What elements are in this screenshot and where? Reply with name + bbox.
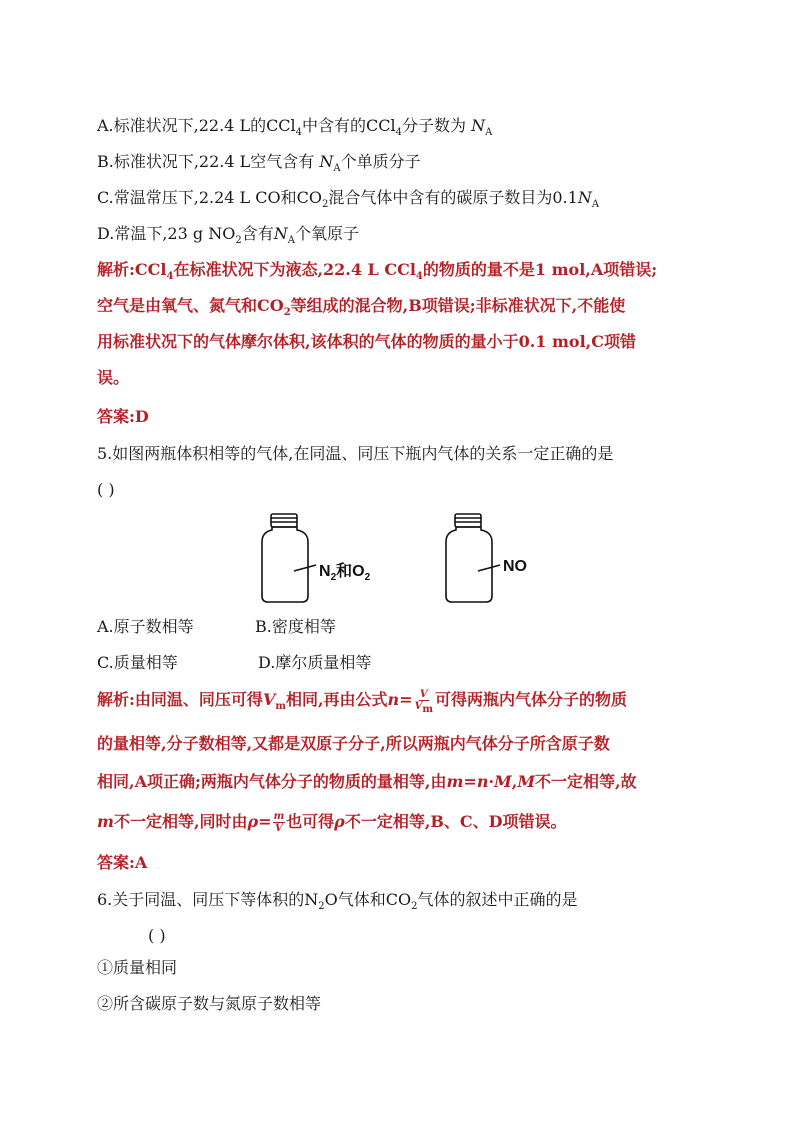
q5-option-c: C.质量相等: [97, 653, 178, 672]
q6-answer-blank: ( ): [148, 926, 166, 945]
left-bottle-label: $N_2$和$O_2$: [319, 563, 371, 584]
q4-analysis-line-1: 解析:CCl$_4$在标准状况下为液态,22.4 L CCl$_4$的物质的量不是1 mol,A项错误;: [97, 260, 658, 283]
answer-value: D: [134, 407, 149, 426]
q5-answer: [97, 851, 700, 875]
q5-stem: 5.如图两瓶体积相等的气体,在同温、同压下瓶内气体的关系一定正确的是: [97, 444, 614, 463]
q6-stem: 6.关于同温、同压下等体积的$N_2O$气体和$CO_2$气体的叙述中正确的是: [97, 890, 578, 913]
q4-analysis-line-3: 用标准状况下的气体摩尔体积,该体积的气体的物质的量小于0.1 mol,C项错: [97, 332, 636, 351]
q5-answer-blank: ( ): [97, 480, 115, 499]
q4-analysis-line-4: 误。: [97, 368, 130, 387]
q5-options-row-1: [97, 615, 700, 639]
q4-answer: [97, 405, 700, 429]
q4-option-c: C.常温常压下,2.24 L CO和$CO_2$混合气体中含有的碳原子数目为$0.1N_A$: [97, 188, 600, 211]
q6-item-2: ②所含碳原子数与氮原子数相等: [97, 994, 322, 1013]
formula-fraction: $\frac{m}{V}$: [273, 811, 285, 834]
q5-option-b: B.密度相等: [255, 617, 336, 636]
answer-label: 答案:: [97, 407, 135, 426]
q4-analysis-line-2: 空气是由氧气、氮气和$CO_2$等组成的混合物,B项错误;非标准状况下,不能使: [97, 296, 626, 319]
right-bottle: [446, 514, 500, 602]
answer-value: A: [134, 853, 148, 872]
q6-item-1: ①质量相同: [97, 958, 178, 977]
answer-label: 答案:: [97, 853, 135, 872]
left-bottle: [262, 514, 316, 602]
q4-option-a: A.标准状况下,22.4 L的CCl$_4$中含有的CCl$_4$分子数为 $N_A$: [97, 116, 493, 139]
bottles-figure: [250, 508, 550, 608]
q5-analysis-line-1: 解析:由同温、同压可得$V_m$相同,再由公式n= $\frac{V}{V_m}$ 可得两瓶内气体分子的物质: [97, 689, 627, 715]
q5-analysis-line-2: 的量相等,分子数相等,又都是双原子分子,所以两瓶内气体分子所含原子数: [97, 734, 610, 753]
q5-analysis-line-3: 相同,A项正确;两瓶内气体分子的物质的量相等,由m=n·M,M不一定相等,故: [97, 772, 637, 791]
q5-analysis-line-4: m不一定相等,同时由ρ= $\frac{m}{V}$ 也可得ρ不一定相等,B、C、D项错误。: [97, 811, 567, 834]
formula-fraction: $\frac{V}{V_m}$: [414, 689, 433, 715]
analysis-label: 解析:: [97, 260, 135, 279]
q5-option-a: A.原子数相等: [97, 617, 194, 636]
q5-options-row-2: [97, 651, 700, 675]
q4-option-d: D.常温下,23 g $NO_2$含有$N_A$个氧原子: [97, 224, 359, 247]
right-bottle-label: NO: [503, 558, 527, 575]
q5-option-d: D.摩尔质量相等: [258, 653, 372, 672]
q4-option-b: B.标准状况下,22.4 L空气含有 $N_A$个单质分子: [97, 152, 421, 175]
analysis-label: 解析:: [97, 690, 135, 709]
